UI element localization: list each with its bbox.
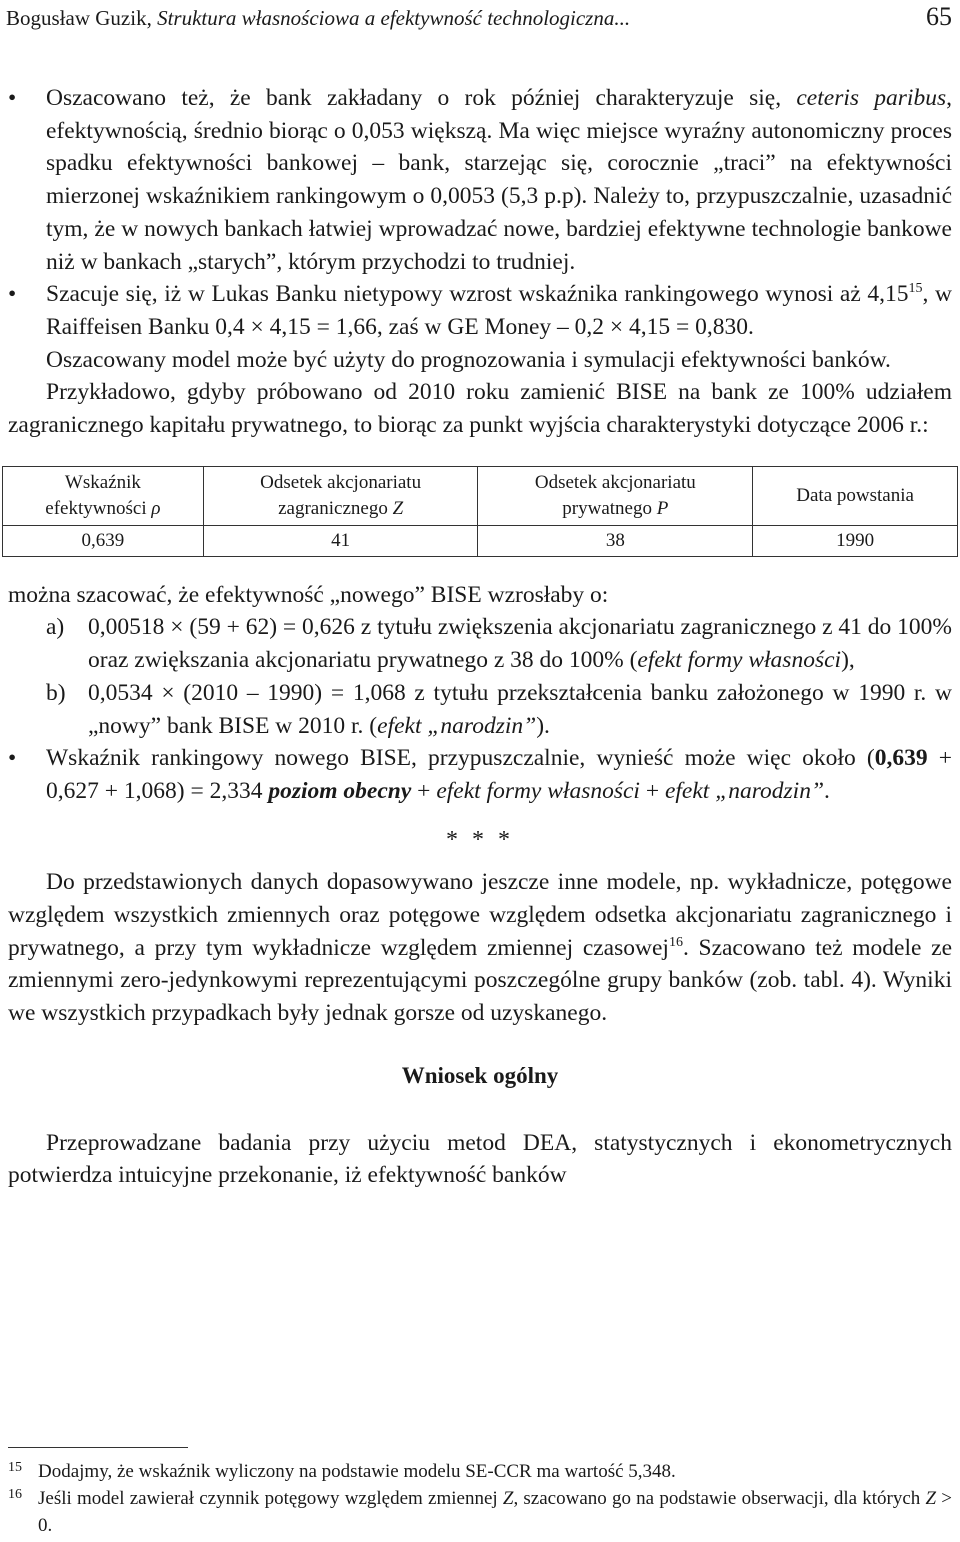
section-heading: Wniosek ogólny	[401, 1062, 559, 1088]
page-body	[8, 82, 952, 1192]
table-cell: 1990	[753, 525, 958, 556]
list-label: b)	[46, 679, 66, 706]
table-header-cell: Odsetek akcjonariatu prywatnego P	[478, 466, 753, 525]
paragraph-example: Przykładowo, gdyby próbowano od 2010 roku zamienić BISE na bank ze 100% udziałem zagranicznego kapitału prywatnego, to biorąc za punkt wyjścia charakterystyki dotyczące 2006 r.:	[8, 379, 952, 439]
list-item-a: a) 0,00518 × (59 + 62) = 0,626 z tytułu zwiększenia akcjonariatu zagranicznego z 41 do 100% oraz zwiększania akcjonariatu prywatnego z 38 do 100% (efekt formy własności),	[8, 611, 952, 676]
data-table	[2, 466, 958, 557]
footnote-number: 16	[8, 1487, 22, 1502]
header-citation	[6, 6, 630, 31]
footnote-15: 15 Dodajmy, że wskaźnik wyliczony na podstawie modelu SE-CCR ma wartość 5,348.	[8, 1458, 952, 1485]
page-number: 65	[926, 2, 952, 31]
header-title: Struktura własnościowa a efektywność technologiczna...	[157, 6, 631, 30]
bullet-paragraph-2	[8, 278, 952, 343]
text: Szacuje się, iż w Lukas Banku nietypowy wzrost wskaźnika rankingowego wynosi aż 4,15	[46, 281, 909, 308]
table-cell: 41	[203, 525, 478, 556]
text: Oszacowano też, że bank zakładany o rok później charakteryzuje się,	[46, 85, 797, 111]
running-header	[6, 2, 954, 32]
footnote-ref[interactable]: 16	[668, 934, 683, 950]
table-header-row	[3, 466, 958, 525]
paragraph-estimate: można szacować, że efektywność „nowego” BISE wzrosłaby o:	[8, 581, 609, 608]
list-label: a)	[46, 614, 65, 641]
footnotes	[8, 1458, 952, 1539]
footnote-ref[interactable]: 15	[908, 281, 923, 297]
section-separator: * * *	[446, 826, 514, 853]
paragraph-conclusion: Przeprowadzane badania przy użyciu metod DEA, statystycznych i ekonometrycznych potwierdza intuicyjne przekonanie, iż efektywność banków	[8, 1129, 952, 1189]
paragraph-other-models: Do przedstawionych danych dopasowywano jeszcze inne modele, np. wykładnicze, potęgowe względem wszystkich zmiennych oraz potęgowe względem odsetka akcjonariatu zagranicznego i prywatnego, a przy tym wykładnicze względem zmiennej czasowej$^{16}$. Szacowano też modele ze zmiennymi zero-jedynkowymi reprezentującymi poszczególne grupy banków (zob. tabl. 4). Wyniki we wszystkich przypadkach były jednak gorsze od uzyskanego.	[8, 869, 952, 1027]
footnote-16: 16 Jeśli model zawierał czynnik potęgowy względem zmiennej Z, szacowano go na podstawie obserwacji, dla których Z > 0.	[8, 1485, 952, 1539]
footnote-number: 15	[8, 1460, 22, 1475]
paragraph-model-use: Oszacowany model może być użyty do prognozowania i symulacji efektywności banków.	[46, 346, 891, 373]
bullet-paragraph-1	[8, 82, 952, 278]
table-cell: 38	[478, 525, 753, 556]
table-header-cell: Data powstania	[753, 466, 958, 525]
bullet-paragraph-3: • Wskaźnik rankingowy nowego BISE, przypuszczalnie, wynieść może więc około (0,639 + 0,627 + 1,068) = 2,334 poziom obecny + efekt formy własności + efekt „narodzin”.	[8, 742, 952, 807]
header-author: Bogusław Guzik,	[6, 6, 152, 30]
list-item-b: b) 0,0534 × (2010 – 1990) = 1,068 z tytułu przekształcenia banku założonego w 1990 r. w „nowy” bank BISE w 2010 r. (efekt „narodzin”).	[8, 677, 952, 742]
table-cell: 0,639	[3, 525, 204, 556]
table-header-cell: Odsetek akcjonariatu zagranicznego Z	[203, 466, 478, 525]
italic-text: ceteris paribus	[796, 85, 947, 111]
table-row	[3, 525, 958, 556]
text: , w Raiffeisen Banku 0,4 × 4,15 = 1,66, zaś w GE Money – 0,2 × 4,15 = 0,830.	[46, 281, 952, 340]
text: , efektywnością, średnio biorąc o 0,053 większą. Ma więc miejsce wyraźny autonomiczny proces spadku efektywności bankowej – bank, starzejąc się, corocznie „traci” na efektywności mierzonej wskaźnikiem rankingowym o 0,0053 (5,3 p.p). Należy to, przypuszczalnie, uzasadnić tym, że w nowych bankach łatwiej wprowadzać nowe, bardziej efektywne technologie bankowe niż w bankach „starych”, którym przychodzi to trudniej.	[46, 85, 952, 275]
table-header-cell: Wskaźnik efektywności ρ	[3, 466, 204, 525]
footnote-divider	[8, 1447, 188, 1448]
